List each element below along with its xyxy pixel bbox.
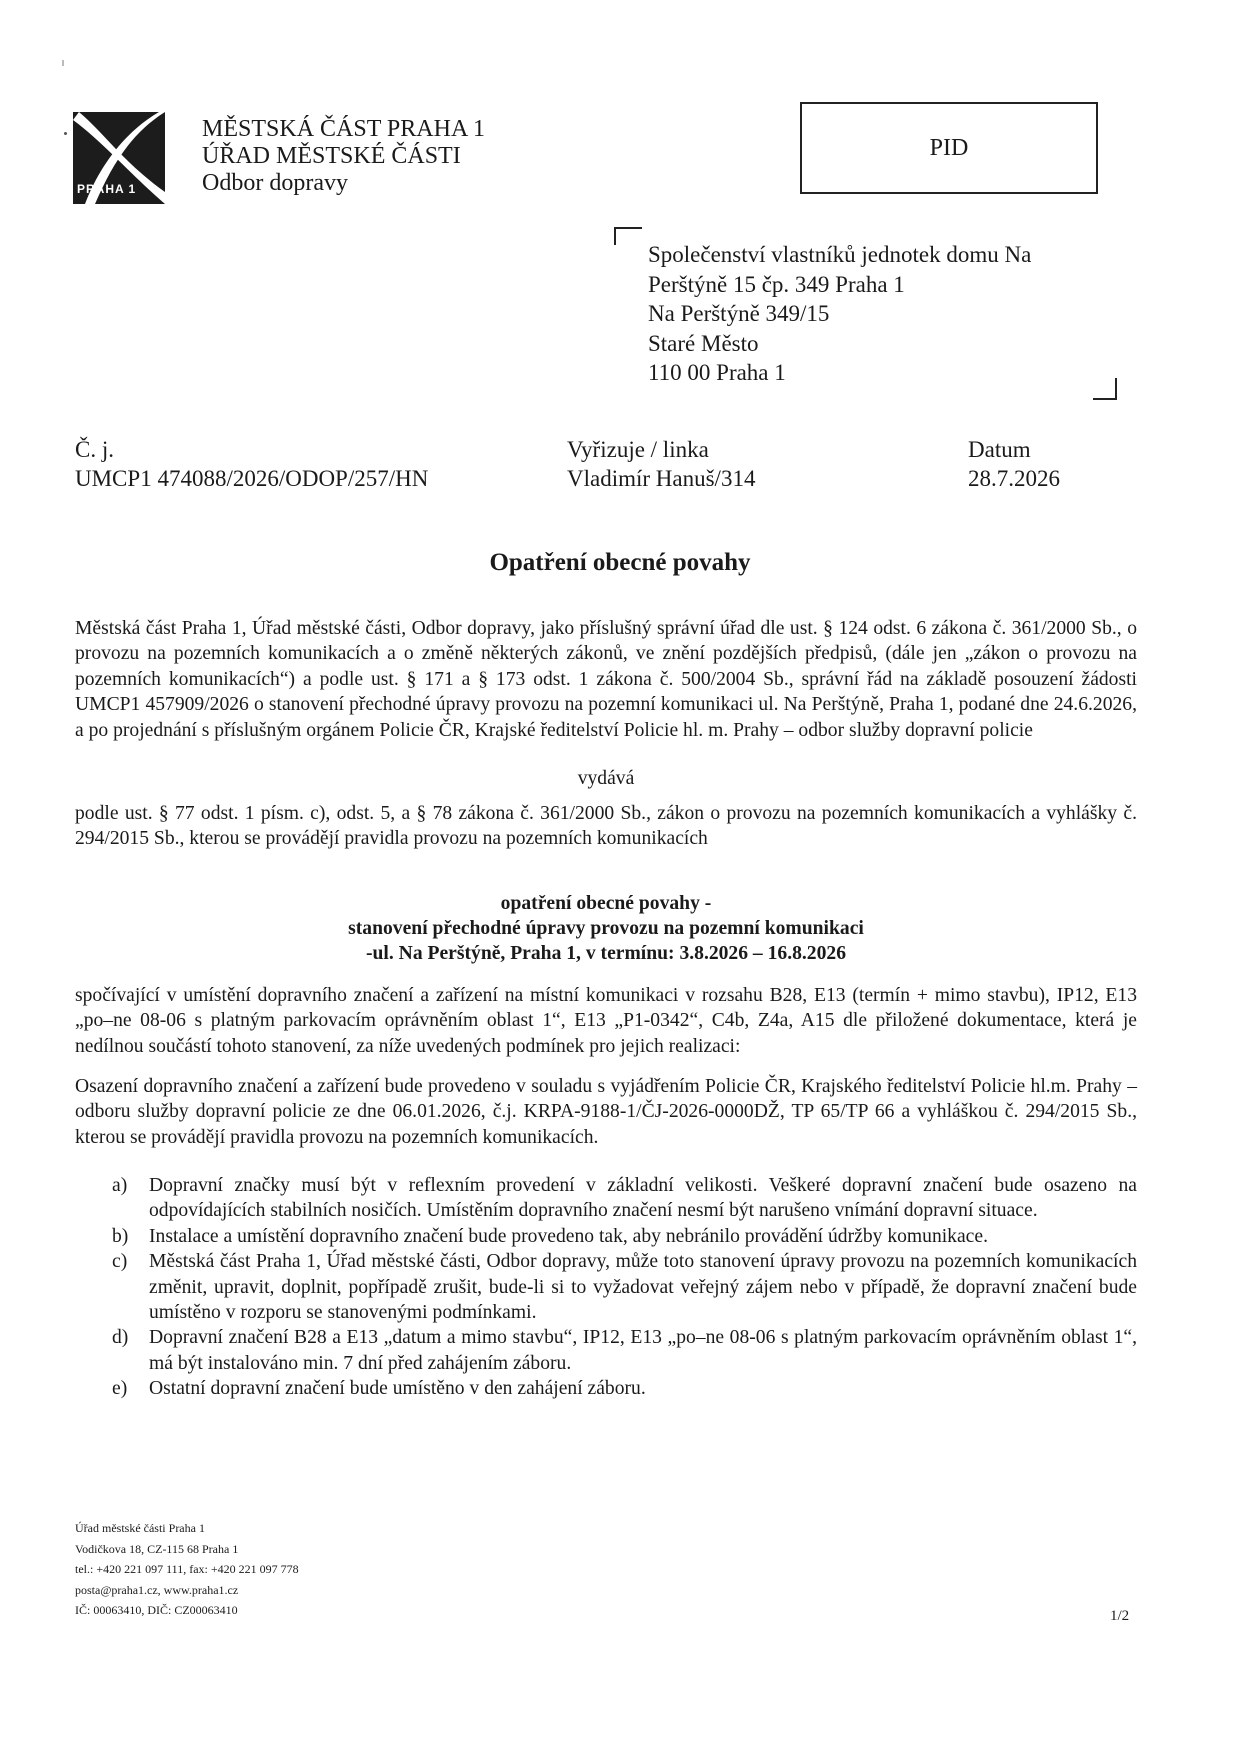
issues-word: vydává <box>577 768 635 789</box>
page-number: 1/2 <box>1110 1608 1130 1624</box>
scan-dot <box>64 132 67 135</box>
measure-heading-line: opatření obecné povahy - <box>500 893 712 914</box>
document-date <box>968 435 1060 493</box>
footer-line: IČ: 00063410, DIČ: CZ00063410 <box>75 1603 238 1617</box>
document-title: Opatření obecné povahy <box>489 549 751 576</box>
pid-box <box>800 102 1098 194</box>
praha1-logo <box>73 112 165 204</box>
footer-contact <box>75 1518 299 1621</box>
condition-text: Instalace a umístění dopravního značení bude provedeno tak, aby nebránilo provádění údržby komunikace. <box>149 1225 988 1247</box>
list-item <box>112 1173 1137 1224</box>
org-line: MĚSTSKÁ ČÁST PRAHA 1 <box>202 116 485 142</box>
list-item <box>112 1249 1137 1325</box>
handler <box>567 435 755 493</box>
measure-heading-line: -ul. Na Perštýně, Praha 1, v termínu: 3.8.2026 – 16.8.2026 <box>366 943 846 964</box>
footer-line: Vodičkova 18, CZ-115 68 Praha 1 <box>75 1541 239 1556</box>
measure-heading <box>75 891 1137 966</box>
placement-paragraph: Osazení dopravního značení a zařízení bude provedeno v souladu s vyjádřením Policie ČR, Krajského ředitelství Policie hl.m. Prahy – odboru služby dopravní policie ze dne 06.01.2026, č.j. KRPA-9188-1/ČJ-2026-0000DŽ, TP 65/TP 66 a vyhláškou č. 294/2015 Sb., kterou se provádějí pravidla provozu na pozemních komunikacích. <box>75 1076 1137 1148</box>
organization-name <box>202 116 485 197</box>
measure-heading-line: stanovení přechodné úpravy provozu na pozemní komunikaci <box>348 918 864 939</box>
condition-letter: d) <box>112 1327 129 1349</box>
address-line: 110 00 Praha 1 <box>648 360 786 385</box>
address-line: Společenství vlastníků jednotek domu Na <box>648 242 1032 267</box>
condition-letter: e) <box>112 1378 128 1400</box>
footer-line: Úřad městské části Praha 1 <box>75 1521 205 1535</box>
footer-line: tel.: +420 221 097 111, fax: +420 221 097 778 <box>75 1562 299 1576</box>
handler-value: Vladimír Hanuš/314 <box>567 466 756 491</box>
condition-text: Ostatní dopravní značení bude umístěno v den zahájení záboru. <box>149 1378 646 1400</box>
address-corner-mark <box>1093 378 1117 400</box>
date-label: Datum <box>968 437 1031 462</box>
date-value: 28.7.2026 <box>968 466 1060 491</box>
reference-number <box>75 435 428 493</box>
condition-text: Městská část Praha 1, Úřad městské části, Odbor dopravy, může toto stanovení úpravy provozu na pozemních komunikacích změnit, upravit, doplnit, popřípadě zrušit, bude-li si to vyžadovat veřejný zájem nebo v případě, že dopravní značení bude umístěno v rozporu se stanovenými podmínkami. <box>149 1251 1137 1324</box>
scan-speck <box>62 60 64 66</box>
conditions-list <box>112 1173 1137 1402</box>
org-line: ÚŘAD MĚSTSKÉ ČÁSTI <box>202 143 461 169</box>
cj-label: Č. j. <box>75 437 114 462</box>
address-corner-mark <box>614 227 642 245</box>
recipient-address <box>648 240 1031 388</box>
address-line: Na Perštýně 349/15 <box>648 301 830 326</box>
list-item <box>112 1224 1137 1249</box>
address-line: Perštýně 15 čp. 349 Praha 1 <box>648 271 905 297</box>
list-item <box>112 1325 1137 1376</box>
pid-label: PID <box>929 134 969 161</box>
condition-letter: b) <box>112 1225 129 1247</box>
footer-line: posta@praha1.cz, www.praha1.cz <box>75 1582 239 1597</box>
list-item <box>112 1376 1137 1401</box>
cj-value: UMCP1 474088/2026/ODOP/257/HN <box>75 466 429 491</box>
address-line: Staré Město <box>648 330 759 356</box>
intro-paragraph: Městská část Praha 1, Úřad městské části, Odbor dopravy, jako příslušný správní úřad dle ust. § 124 odst. 6 zákona č. 361/2000 Sb., o provozu na pozemních komunikacích a o změně některých zákonů, ve znění pozdějších předpisů, (dále jen „zákon o provozu na pozemních komunikacích“) a podle ust. § 171 a § 173 odst. 1 zákona č. 500/2004 Sb., správní řád na základě posouzení žádosti UMCP1 457909/2026 o stanovení přechodné úpravy provozu na pozemní komunikaci ul. Na Perštýně, Praha 1, podané dne 24.6.2026, a po projednání s příslušným orgánem Policie ČR, Krajské ředitelství Policie hl. m. Prahy – odbor služby dopravní policie <box>75 618 1137 741</box>
condition-letter: c) <box>112 1251 128 1273</box>
logo-label: PRAHA 1 <box>77 182 137 196</box>
condition-text: Dopravní značení B28 a E13 „datum a mimo stavbu“, IP12, E13 „po–ne 08-06 s platným parkovacím oprávněním oblast 1“, má být instalováno min. 7 dní před zahájením záboru. <box>149 1327 1137 1374</box>
handler-label: Vyřizuje / linka <box>567 437 709 462</box>
org-line: Odbor dopravy <box>202 170 348 196</box>
condition-letter: a) <box>112 1175 128 1196</box>
condition-text: Dopravní značky musí být v reflexním provedení v základní velikosti. Veškeré dopravní značení bude osazeno na odpovídajících stabilních nosičích. Umístěním dopravního značení nesmí být narušeno vnímání dopravní situace. <box>149 1175 1137 1222</box>
measure-description: spočívající v umístění dopravního značení a zařízení na místní komunikaci v rozsahu B28, E13 (termín + mimo stavbu), IP12, E13 „po–ne 08-06 s platným parkovacím oprávněním oblast 1“, E13 „P1-0342“, C4b, Z4a, A15 dle přiložené dokumentace, která je nedílnou součástí tohoto stanovení, za níže uvedených podmínek pro jejich realizaci: <box>75 985 1137 1057</box>
legal-basis-paragraph: podle ust. § 77 odst. 1 písm. c), odst. 5, a § 78 zákona č. 361/2000 Sb., zákon o provozu na pozemních komunikacích a vyhlášky č. 294/2015 Sb., kterou se provádějí pravidla provozu na pozemních komunikacích <box>75 803 1137 850</box>
